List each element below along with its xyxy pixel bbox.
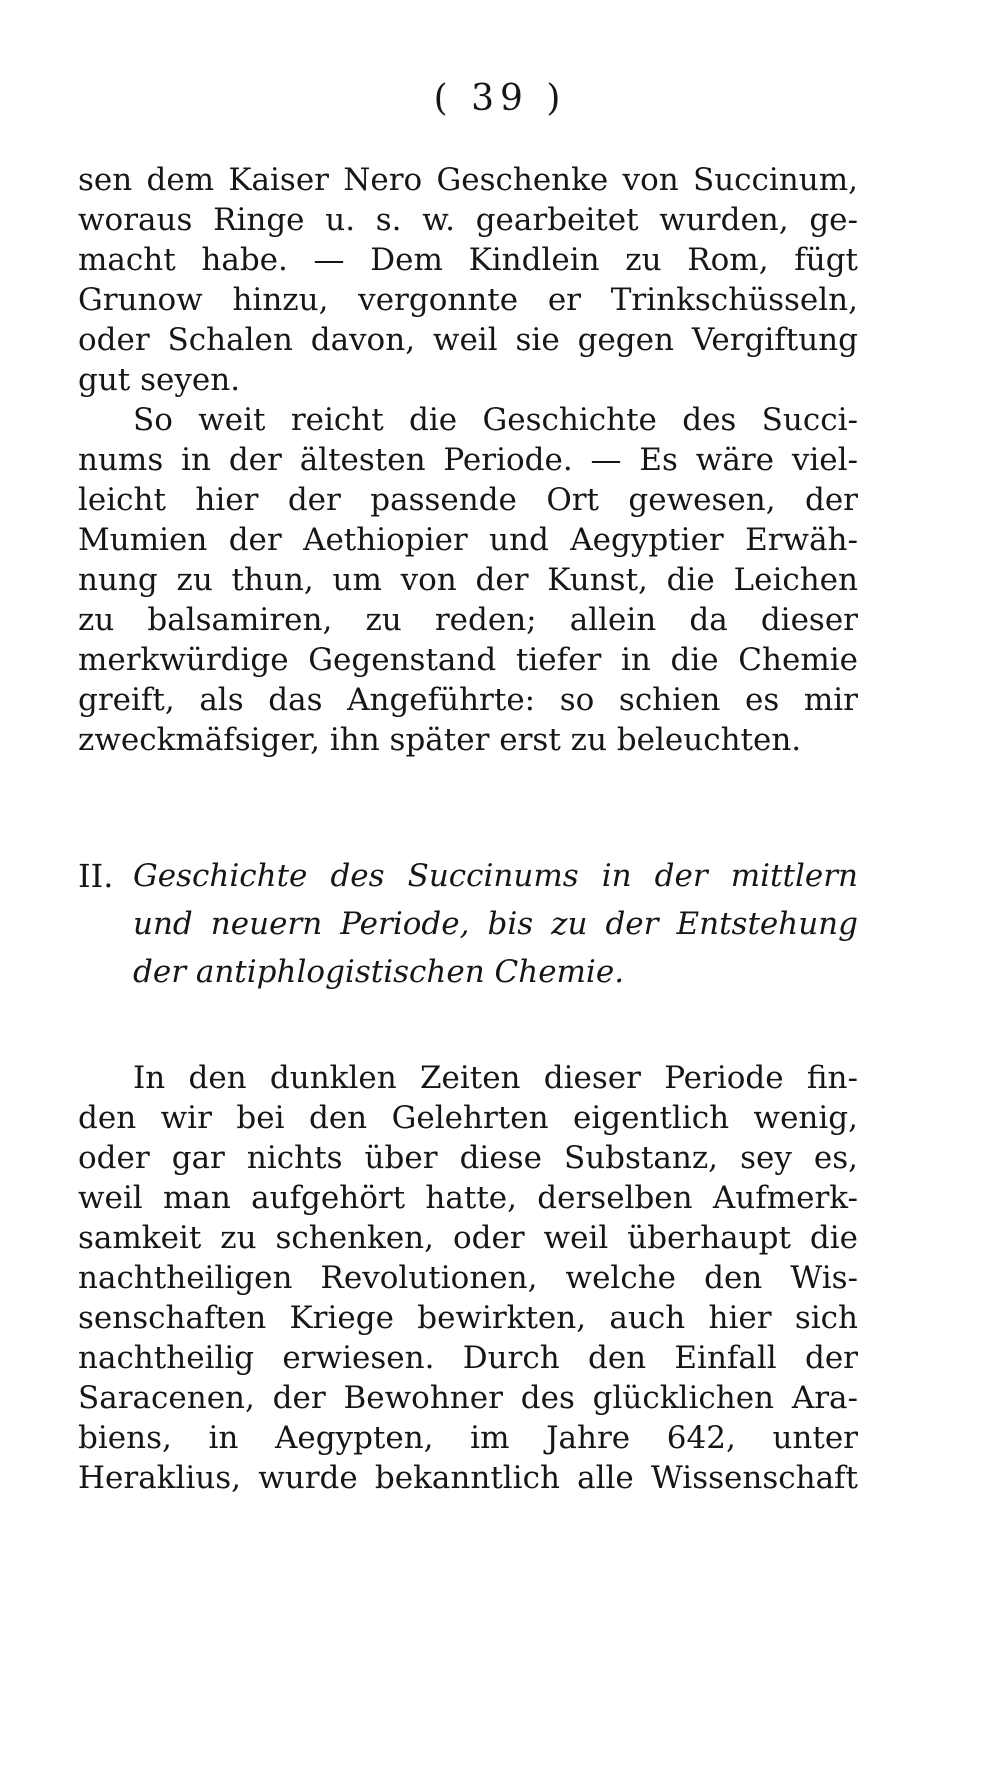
text-line: So weit reicht die Geschichte des Succi- [133, 402, 858, 438]
text-line: Heraklius, wurde bekanntlich alle Wissenschaft [78, 1460, 858, 1496]
text-line: nachtheiligen Revolutionen, welche den Wis- [78, 1260, 858, 1296]
text-line: merkwürdige Gegenstand tiefer in die Chemie [78, 642, 858, 678]
text-line: Saracenen, der Bewohner des glücklichen Ara- [78, 1380, 858, 1416]
text-line: nung zu thun, um von der Kunst, die Leichen [78, 562, 858, 598]
text-line: samkeit zu schenken, oder weil überhaupt die [78, 1220, 858, 1256]
text-line: oder gar nichts über diese Substanz, sey es, [78, 1140, 858, 1176]
page-number: ( 39 ) [433, 78, 567, 119]
text-line: zu balsamiren, zu reden; allein da dieser [78, 602, 858, 638]
text-line: senschaften Kriege bewirkten, auch hier sich [78, 1300, 858, 1336]
heading-line: Geschichte des Succinums in der mittlern [133, 858, 858, 894]
text-line: Grunow hinzu, vergonnte er Trinkschüsseln, [78, 282, 858, 318]
text-line: oder Schalen davon, weil sie gegen Vergiftung [78, 322, 858, 358]
heading-line: der antiphlogistischen Chemie. [133, 954, 625, 990]
text-line: macht habe. — Dem Kindlein zu Rom, fügt [78, 242, 858, 278]
text-line: nums in der ältesten Periode. — Es wäre viel- [78, 442, 858, 478]
heading-line: und neuern Periode, bis zu der Entstehung [133, 906, 858, 942]
text-line: weil man aufgehört hatte, derselben Aufmerk- [78, 1180, 858, 1216]
text-line: leicht hier der passende Ort gewesen, der [78, 482, 858, 518]
text-line: greift, als das Angeführte: so schien es mir [78, 682, 858, 718]
text-line: In den dunklen Zeiten dieser Periode fin- [133, 1060, 858, 1096]
text-line: zweckmäfsiger, ihn später erst zu beleuchten. [78, 722, 802, 758]
text-line: sen dem Kaiser Nero Geschenke von Succinum, [78, 162, 858, 198]
text-line: den wir bei den Gelehrten eigentlich wenig, [78, 1100, 858, 1136]
text-line: biens, in Aegypten, im Jahre 642, unter [78, 1420, 858, 1456]
text-line: gut seyen. [78, 362, 241, 398]
section-number: II. [78, 857, 114, 895]
text-line: nachtheilig erwiesen. Durch den Einfall der [78, 1340, 858, 1376]
text-line: woraus Ringe u. s. w. gearbeitet wurden, ge- [78, 202, 858, 238]
text-line: Mumien der Aethiopier und Aegyptier Erwäh- [78, 522, 858, 558]
